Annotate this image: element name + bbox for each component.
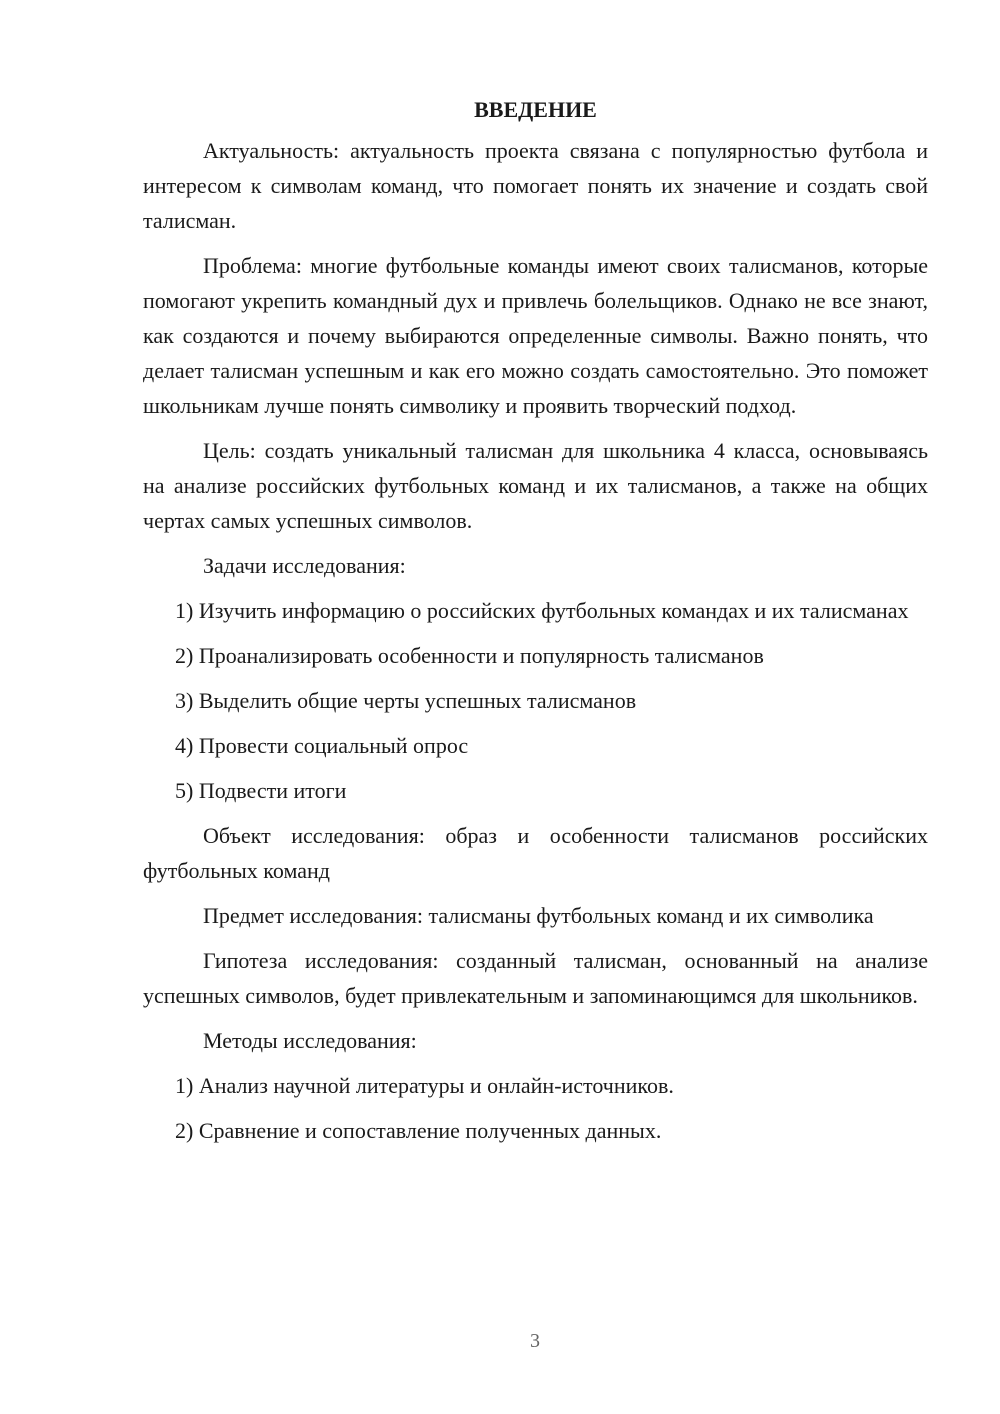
page-number: 3 xyxy=(530,1330,540,1352)
task-item-1: 1) Изучить информацию о российских футбольных командах и их талисманах xyxy=(175,598,909,623)
task-item-3: 3) Выделить общие черты успешных талисманов xyxy=(175,688,637,713)
task-item-2: 2) Проанализировать особенности и популярность талисманов xyxy=(175,643,764,668)
paragraph-hypothesis: Гипотеза исследования: созданный талисман, основанный на анализе успешных символов, будет привлекательным и запоминающимся для школьников. xyxy=(143,948,928,1008)
paragraph-problem: Проблема: многие футбольные команды имеют своих талисманов, которые помогают укрепить командный дух и привлечь болельщиков. Однако не все знают, как создаются и почему выбираются определенные символы. Важно понять, что делает талисман успешным и как его можно создать самостоятельно. Это поможет школьникам лучше понять символику и проявить творческий подход. xyxy=(143,253,928,418)
section-title: ВВЕДЕНИЕ xyxy=(474,97,597,122)
paragraph-object: Объект исследования: образ и особенности талисманов российских футбольных команд xyxy=(143,823,928,883)
paragraph-goal: Цель: создать уникальный талисман для школьника 4 класса, основываясь на анализе российских футбольных команд и их талисманов, а также на общих чертах самых успешных символов. xyxy=(143,438,928,533)
paragraph-relevance: Актуальность: актуальность проекта связана с популярностью футбола и интересом к символам команд, что помогает понять их значение и создать свой талисман. xyxy=(143,138,928,233)
paragraph-tasks-heading: Задачи исследования: xyxy=(203,553,406,578)
task-item-5: 5) Подвести итоги xyxy=(175,778,347,803)
task-item-4: 4) Провести социальный опрос xyxy=(175,733,469,758)
paragraph-subject: Предмет исследования: талисманы футбольных команд и их символика xyxy=(203,903,874,928)
document-page xyxy=(143,92,928,1158)
method-item-2: 2) Сравнение и сопоставление полученных данных. xyxy=(175,1118,662,1143)
paragraph-methods-heading: Методы исследования: xyxy=(203,1028,417,1053)
method-item-1: 1) Анализ научной литературы и онлайн-источников. xyxy=(175,1073,674,1098)
